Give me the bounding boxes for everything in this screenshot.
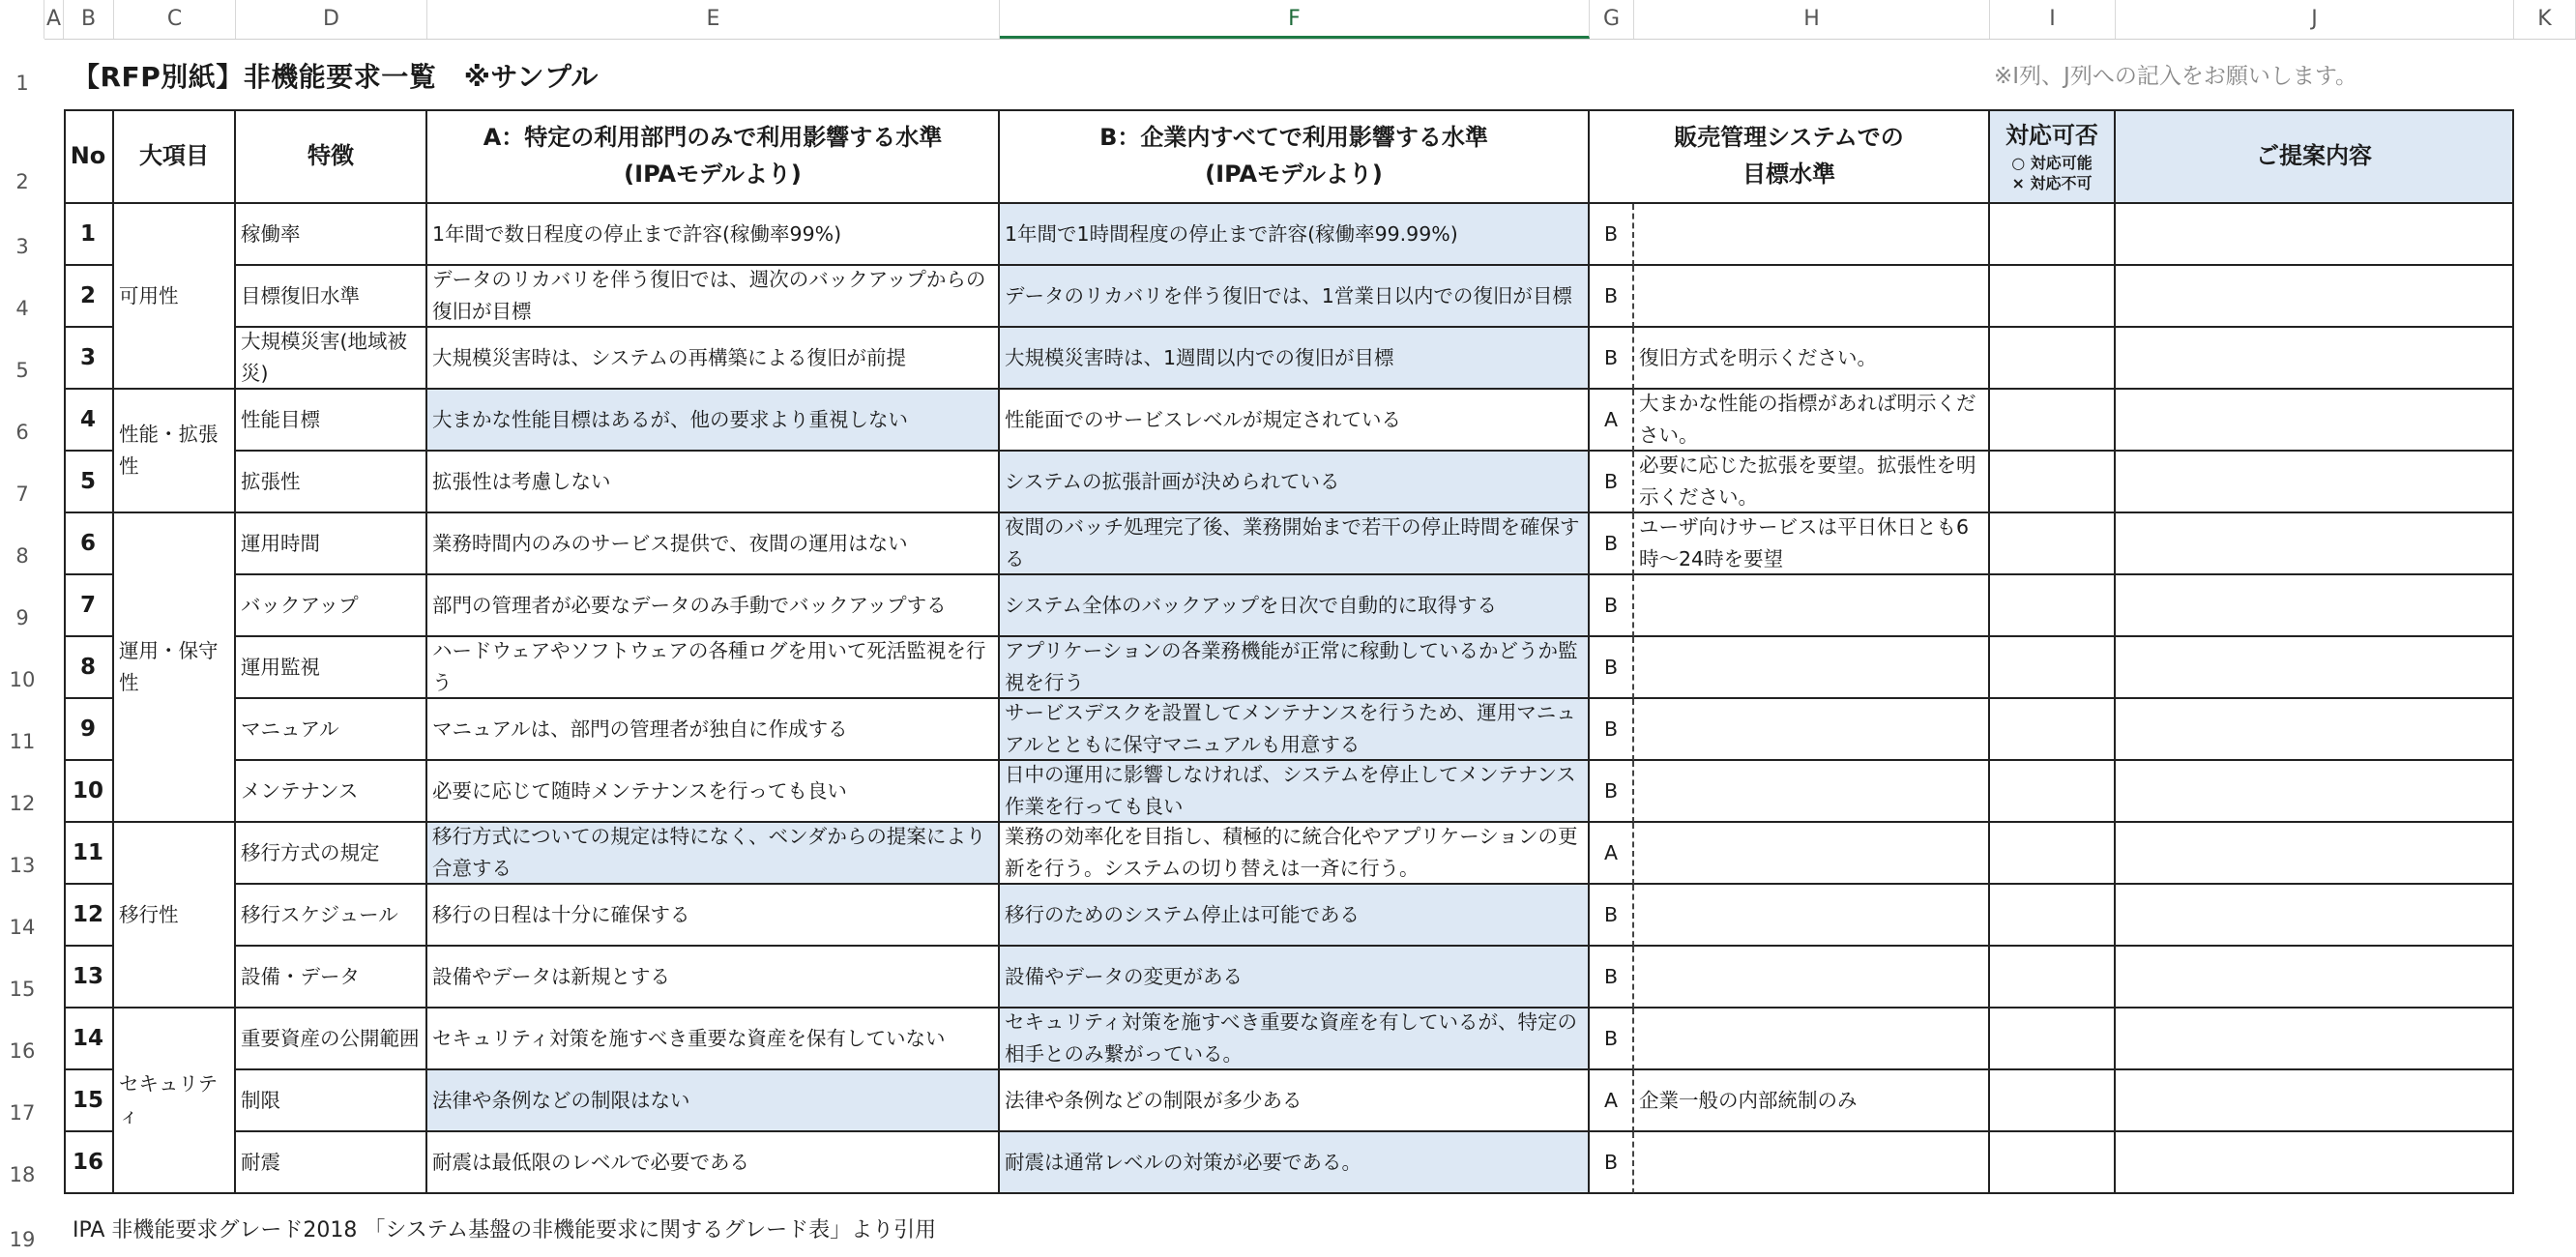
feature-cell[interactable]	[236, 266, 427, 328]
target-comment-cell[interactable]	[1634, 1132, 1990, 1194]
target-level-cell[interactable]	[1590, 204, 1634, 266]
feature-text: マニュアル	[241, 716, 339, 741]
row-header[interactable]: 19	[9, 1228, 36, 1251]
target-comment-cell[interactable]	[1634, 885, 1990, 947]
level-a-cell[interactable]	[427, 452, 1000, 513]
header-level-b-line1: B：企業内すべてで利用影響する水準	[1099, 123, 1488, 151]
level-a-text: 移行方式についての規定は特になく、ベンダからの提案により合意する	[432, 825, 986, 880]
support-input-cell[interactable]	[1990, 761, 2116, 823]
target-level-text: B	[1603, 902, 1619, 926]
feature-text: 稼働率	[241, 221, 301, 246]
level-a-text: データのリカバリを伴う復旧では、週次のバックアップからの復旧が目標	[432, 268, 986, 323]
target-level-text: B	[1603, 345, 1619, 369]
support-input-cell[interactable]	[1990, 575, 2116, 637]
row-no-cell[interactable]	[64, 1070, 114, 1132]
level-b-text: システムの拡張計画が決められている	[1005, 469, 1340, 493]
target-level-text: B	[1603, 1026, 1619, 1050]
proposal-input-cell[interactable]	[2116, 637, 2514, 699]
feature-text: 制限	[241, 1088, 280, 1112]
row-header[interactable]: 14	[9, 916, 36, 939]
level-b-text: 大規模災害時は、1週間以内での復旧が目標	[1005, 345, 1394, 369]
column-header-i[interactable]: I	[1990, 0, 2116, 39]
header-level-a-line2: (IPAモデルより)	[624, 161, 802, 188]
row-header[interactable]: 9	[15, 606, 29, 629]
level-b-text: データのリカバリを伴う復旧では、1営業日以内での復旧が目標	[1005, 283, 1572, 307]
level-a-text: 設備やデータは新規とする	[432, 964, 670, 988]
target-comment-text: 企業一般の内部統制のみ	[1639, 1088, 1858, 1112]
target-level-text: B	[1603, 1150, 1619, 1174]
target-comment-cell[interactable]	[1634, 823, 1990, 885]
feature-cell[interactable]	[236, 947, 427, 1009]
level-a-text: 大規模災害時は、システムの再構築による復旧が前提	[432, 345, 906, 369]
header-proposal[interactable]	[2116, 109, 2514, 204]
proposal-input-cell[interactable]	[2116, 1132, 2514, 1194]
feature-cell[interactable]	[236, 637, 427, 699]
sheet-title: 【RFP別紙】非機能要求一覧 ※サンプル	[73, 61, 599, 93]
level-b-cell[interactable]	[1000, 266, 1590, 328]
level-b-text: アプリケーションの各業務機能が正常に稼動しているかどうか監視を行う	[1005, 639, 1578, 694]
level-b-cell[interactable]	[1000, 947, 1590, 1009]
row-no-cell[interactable]	[64, 637, 114, 699]
category-cell[interactable]	[114, 1009, 236, 1194]
proposal-input-cell[interactable]	[2116, 266, 2514, 328]
level-b-cell[interactable]	[1000, 204, 1590, 266]
feature-text: 目標復旧水準	[241, 283, 360, 307]
target-comment-cell[interactable]	[1634, 513, 1990, 575]
level-a-cell[interactable]	[427, 575, 1000, 637]
target-level-text: A	[1603, 840, 1619, 864]
target-level-text: B	[1603, 531, 1619, 555]
support-input-cell[interactable]	[1990, 885, 2116, 947]
feature-cell[interactable]	[236, 885, 427, 947]
level-b-text: システム全体のバックアップを日次で自動的に取得する	[1005, 593, 1498, 617]
level-a-cell[interactable]	[427, 1070, 1000, 1132]
level-a-cell[interactable]	[427, 390, 1000, 452]
category-label: 運用・保守性	[119, 639, 219, 694]
level-a-cell[interactable]	[427, 885, 1000, 947]
level-b-cell[interactable]	[1000, 1132, 1590, 1194]
target-comment-cell[interactable]	[1634, 1009, 1990, 1070]
target-level-cell[interactable]	[1590, 328, 1634, 390]
level-a-cell[interactable]	[427, 1132, 1000, 1194]
feature-cell[interactable]	[236, 328, 427, 390]
header-target-line1: 販売管理システムでの	[1674, 123, 1904, 151]
row-header[interactable]: 15	[9, 978, 36, 1001]
target-level-text: B	[1603, 221, 1619, 246]
column-header-bar	[0, 0, 2576, 40]
target-level-cell[interactable]	[1590, 513, 1634, 575]
level-b-cell[interactable]	[1000, 699, 1590, 761]
row-header[interactable]: 7	[15, 482, 29, 506]
column-header-b[interactable]: B	[64, 0, 114, 39]
row-no-text: 5	[79, 468, 96, 494]
level-a-cell[interactable]	[427, 328, 1000, 390]
level-a-text: 大まかな性能目標はあるが、他の要求より重視しない	[432, 407, 908, 431]
row-no-cell[interactable]	[64, 328, 114, 390]
level-b-text: 夜間のバッチ処理完了後、業務開始まで若干の停止時間を確保する	[1005, 515, 1580, 570]
row-no-text: 6	[79, 530, 96, 556]
target-level-cell[interactable]	[1590, 637, 1634, 699]
column-header-e[interactable]: E	[427, 0, 1000, 39]
target-level-text: B	[1603, 283, 1619, 307]
header-support-yes: ○ 対応可能	[2011, 154, 2093, 173]
level-a-text: 必要に応じて随時メンテナンスを行っても良い	[432, 778, 847, 803]
target-comment-cell[interactable]	[1634, 328, 1990, 390]
level-a-text: セキュリティ対策を施すべき重要な資産を保有していない	[432, 1026, 946, 1050]
row-header[interactable]: 8	[15, 544, 29, 568]
column-header-g[interactable]: G	[1590, 0, 1634, 39]
row-header[interactable]: 10	[9, 668, 36, 691]
level-b-text: サービスデスクを設置してメンテナンスを行うため、運用マニュアルとともに保守マニュアルも用意する	[1005, 701, 1576, 756]
target-comment-text: 大まかな性能の指標があれば明示ください。	[1639, 392, 1976, 447]
header-no[interactable]	[64, 109, 114, 204]
feature-text: 移行方式の規定	[241, 840, 380, 864]
feature-text: 大規模災害(地域被災)	[241, 330, 407, 385]
target-comment-text: ユーザ向けサービスは平日休日とも6時〜24時を要望	[1639, 515, 1970, 570]
target-level-cell[interactable]	[1590, 575, 1634, 637]
level-a-text: 部門の管理者が必要なデータのみ手動でバックアップする	[432, 593, 947, 617]
row-no-text: 9	[79, 716, 96, 742]
level-a-cell[interactable]	[427, 947, 1000, 1009]
level-a-text: 移行の日程は十分に確保する	[432, 902, 690, 926]
input-instruction-note: ※I列、J列への記入をお願いします。	[1994, 64, 2357, 89]
feature-cell[interactable]	[236, 1009, 427, 1070]
level-a-text: 法律や条例などの制限はない	[432, 1088, 690, 1112]
level-b-cell[interactable]	[1000, 575, 1590, 637]
feature-text: バックアップ	[241, 593, 359, 617]
level-a-cell[interactable]	[427, 1009, 1000, 1070]
row-no-cell[interactable]	[64, 390, 114, 452]
level-b-text: 耐震は通常レベルの対策が必要である。	[1005, 1150, 1361, 1174]
row-header[interactable]: 4	[15, 297, 29, 320]
feature-text: 運用時間	[241, 531, 320, 555]
proposal-input-cell[interactable]	[2116, 204, 2514, 266]
header-feature[interactable]	[236, 109, 427, 204]
target-comment-cell[interactable]	[1634, 947, 1990, 1009]
target-comment-cell[interactable]	[1634, 699, 1990, 761]
target-level-text: B	[1603, 778, 1619, 803]
row-no-cell[interactable]	[64, 699, 114, 761]
row-no-cell[interactable]	[64, 1009, 114, 1070]
row-no-cell[interactable]	[64, 1132, 114, 1194]
feature-cell[interactable]	[236, 390, 427, 452]
column-header-j[interactable]: J	[2116, 0, 2514, 39]
level-b-text: セキュリティ対策を施すべき重要な資産を有しているが、特定の相手とのみ繋がっている。	[1005, 1010, 1578, 1066]
target-level-cell[interactable]	[1590, 761, 1634, 823]
row-no-cell[interactable]	[64, 885, 114, 947]
select-all-corner[interactable]	[0, 0, 44, 39]
support-input-cell[interactable]	[1990, 204, 2116, 266]
header-category-label: 大項目	[139, 141, 209, 169]
row-header[interactable]: 1	[15, 72, 29, 95]
feature-cell[interactable]	[236, 761, 427, 823]
header-proposal-label: ご提案内容	[2256, 141, 2372, 169]
proposal-input-cell[interactable]	[2116, 328, 2514, 390]
row-no-cell[interactable]	[64, 761, 114, 823]
support-input-cell[interactable]	[1990, 947, 2116, 1009]
row-header-bar	[0, 39, 44, 1257]
feature-cell[interactable]	[236, 452, 427, 513]
target-level-cell[interactable]	[1590, 266, 1634, 328]
support-input-cell[interactable]	[1990, 1070, 2116, 1132]
header-category[interactable]	[114, 109, 236, 204]
row-header[interactable]: 12	[9, 792, 36, 815]
target-level-text: B	[1603, 593, 1619, 617]
column-header-a[interactable]: A	[44, 0, 64, 39]
row-no-text: 16	[72, 1149, 103, 1175]
header-support-label: 対応可否	[2005, 122, 2098, 149]
support-input-cell[interactable]	[1990, 823, 2116, 885]
level-a-cell[interactable]	[427, 513, 1000, 575]
target-level-cell[interactable]	[1590, 1009, 1634, 1070]
row-no-text: 8	[79, 654, 96, 680]
feature-cell[interactable]	[236, 1070, 427, 1132]
feature-cell[interactable]	[236, 575, 427, 637]
column-header-c[interactable]: C	[114, 0, 236, 39]
level-a-text: 1年間で数日程度の停止まで許容(稼働率99%)	[432, 221, 842, 246]
target-comment-text: 必要に応じた拡張を要望。拡張性を明示ください。	[1639, 453, 1976, 509]
row-header[interactable]: 11	[9, 730, 36, 753]
row-no-text: 3	[79, 344, 96, 370]
level-a-cell[interactable]	[427, 761, 1000, 823]
row-no-cell[interactable]	[64, 266, 114, 328]
level-a-cell[interactable]	[427, 699, 1000, 761]
target-level-cell[interactable]	[1590, 1070, 1634, 1132]
support-input-cell[interactable]	[1990, 266, 2116, 328]
row-no-cell[interactable]	[64, 575, 114, 637]
target-level-cell[interactable]	[1590, 452, 1634, 513]
support-input-cell[interactable]	[1990, 390, 2116, 452]
target-level-cell[interactable]	[1590, 885, 1634, 947]
row-no-text: 13	[72, 963, 103, 989]
level-a-text: 耐震は最低限のレベルで必要である	[432, 1150, 749, 1174]
target-level-text: B	[1603, 655, 1619, 679]
target-level-text: B	[1603, 964, 1619, 988]
support-input-cell[interactable]	[1990, 513, 2116, 575]
row-header[interactable]: 5	[15, 359, 29, 382]
proposal-input-cell[interactable]	[2116, 947, 2514, 1009]
feature-cell[interactable]	[236, 823, 427, 885]
target-comment-cell[interactable]	[1634, 1070, 1990, 1132]
target-level-cell[interactable]	[1590, 390, 1634, 452]
support-input-cell[interactable]	[1990, 452, 2116, 513]
row-header[interactable]: 17	[9, 1101, 36, 1125]
support-input-cell[interactable]	[1990, 637, 2116, 699]
category-label: 可用性	[119, 283, 179, 307]
level-b-cell[interactable]	[1000, 328, 1590, 390]
proposal-input-cell[interactable]	[2116, 1009, 2514, 1070]
level-b-text: 日中の運用に影響しなければ、システムを停止してメンテナンス作業を行っても良い	[1005, 763, 1576, 818]
level-b-text: 1年間で1時間程度の停止まで許容(稼働率99.99%)	[1005, 221, 1458, 246]
header-level-b-line2: (IPAモデルより)	[1205, 161, 1383, 188]
row-header[interactable]: 13	[9, 854, 36, 877]
target-comment-cell[interactable]	[1634, 761, 1990, 823]
column-header-d[interactable]: D	[236, 0, 427, 39]
category-cell[interactable]	[114, 823, 236, 1009]
feature-text: 移行スケジュール	[241, 902, 398, 926]
target-comment-cell[interactable]	[1634, 575, 1990, 637]
source-footnote: IPA 非機能要求グレード2018 「システム基盤の非機能要求に関するグレード表」より引用	[73, 1218, 937, 1242]
row-header[interactable]: 2	[15, 170, 29, 193]
target-comment-cell[interactable]	[1634, 452, 1990, 513]
level-a-text: 業務時間内のみのサービス提供で、夜間の運用はない	[432, 531, 908, 555]
category-cell[interactable]	[114, 513, 236, 823]
level-b-cell[interactable]	[1000, 452, 1590, 513]
proposal-input-cell[interactable]	[2116, 885, 2514, 947]
row-no-text: 15	[72, 1087, 103, 1113]
target-comment-cell[interactable]	[1634, 637, 1990, 699]
level-b-cell[interactable]	[1000, 637, 1590, 699]
category-label: 性能・拡張性	[119, 423, 219, 478]
target-level-text: A	[1603, 1088, 1619, 1112]
level-b-text: 移行のためのシステム停止は可能である	[1005, 902, 1360, 926]
header-target-line2: 目標水準	[1742, 161, 1835, 188]
target-comment-text: 復旧方式を明示ください。	[1639, 345, 1877, 369]
row-no-text: 14	[72, 1025, 103, 1051]
category-label: 移行性	[119, 902, 179, 926]
row-no-text: 2	[79, 282, 96, 308]
row-no-text: 10	[72, 777, 103, 804]
feature-cell[interactable]	[236, 513, 427, 575]
target-level-cell[interactable]	[1590, 1132, 1634, 1194]
header-support-no: × 対応不可	[2011, 174, 2093, 193]
target-comment-cell[interactable]	[1634, 266, 1990, 328]
row-no-cell[interactable]	[64, 823, 114, 885]
level-a-text: マニュアルは、部門の管理者が独自に作成する	[432, 716, 848, 741]
proposal-input-cell[interactable]	[2116, 761, 2514, 823]
level-b-text: 業務の効率化を目指し、積極的に統合化やアプリケーションの更新を行う。システムの切り替えは一斉に行う。	[1005, 825, 1578, 880]
support-input-cell[interactable]	[1990, 328, 2116, 390]
proposal-input-cell[interactable]	[2116, 513, 2514, 575]
support-input-cell[interactable]	[1990, 699, 2116, 761]
level-b-cell[interactable]	[1000, 823, 1590, 885]
level-b-cell[interactable]	[1000, 1070, 1590, 1132]
proposal-input-cell[interactable]	[2116, 390, 2514, 452]
row-header[interactable]: 6	[15, 421, 29, 444]
level-b-cell[interactable]	[1000, 513, 1590, 575]
level-b-cell[interactable]	[1000, 1009, 1590, 1070]
row-no-cell[interactable]	[64, 513, 114, 575]
target-comment-cell[interactable]	[1634, 204, 1990, 266]
level-a-text: 拡張性は考慮しない	[432, 469, 611, 493]
row-no-cell[interactable]	[64, 204, 114, 266]
row-header[interactable]: 18	[9, 1163, 36, 1186]
row-no-text: 1	[79, 220, 96, 247]
level-b-text: 性能面でのサービスレベルが規定されている	[1005, 407, 1401, 431]
row-no-text: 7	[79, 592, 96, 618]
column-header-f[interactable]: F	[1000, 0, 1590, 39]
header-level-b[interactable]	[1000, 109, 1590, 204]
level-b-text: 法律や条例などの制限が多少ある	[1005, 1088, 1303, 1112]
target-level-text: B	[1603, 469, 1619, 493]
feature-text: 設備・データ	[241, 964, 360, 988]
row-header[interactable]: 16	[9, 1039, 36, 1063]
column-header-k[interactable]: K	[2514, 0, 2576, 39]
header-level-a[interactable]	[427, 109, 1000, 204]
proposal-input-cell[interactable]	[2116, 575, 2514, 637]
feature-text: 運用監視	[241, 655, 320, 679]
proposal-input-cell[interactable]	[2116, 452, 2514, 513]
row-no-text: 4	[79, 406, 96, 432]
row-no-cell[interactable]	[64, 947, 114, 1009]
feature-cell[interactable]	[236, 204, 427, 266]
feature-text: 拡張性	[241, 469, 301, 493]
feature-text: 性能目標	[241, 407, 320, 431]
proposal-input-cell[interactable]	[2116, 823, 2514, 885]
column-header-h[interactable]: H	[1634, 0, 1990, 39]
row-no-text: 12	[72, 901, 103, 927]
feature-text: メンテナンス	[241, 778, 359, 803]
proposal-input-cell[interactable]	[2116, 1070, 2514, 1132]
level-b-text: 設備やデータの変更がある	[1005, 964, 1243, 988]
level-b-cell[interactable]	[1000, 390, 1590, 452]
level-b-cell[interactable]	[1000, 885, 1590, 947]
target-level-text: B	[1603, 716, 1619, 741]
level-a-cell[interactable]	[427, 823, 1000, 885]
feature-text: 耐震	[241, 1150, 280, 1174]
header-feature-label: 特徴	[307, 141, 354, 169]
target-level-cell[interactable]	[1590, 947, 1634, 1009]
level-a-text: ハードウェアやソフトウェアの各種ログを用いて死活監視を行う	[432, 639, 986, 694]
target-comment-cell[interactable]	[1634, 390, 1990, 452]
row-no-text: 11	[72, 839, 103, 865]
row-header[interactable]: 3	[15, 235, 29, 258]
category-label: セキュリティ	[119, 1072, 219, 1127]
proposal-input-cell[interactable]	[2116, 699, 2514, 761]
level-a-cell[interactable]	[427, 204, 1000, 266]
header-level-a-line1: A：特定の利用部門のみで利用影響する水準	[483, 123, 943, 151]
level-a-cell[interactable]	[427, 637, 1000, 699]
category-cell[interactable]	[114, 204, 236, 390]
header-no-label: No	[70, 141, 106, 169]
level-b-cell[interactable]	[1000, 761, 1590, 823]
feature-cell[interactable]	[236, 699, 427, 761]
target-level-cell[interactable]	[1590, 823, 1634, 885]
row-no-cell[interactable]	[64, 452, 114, 513]
target-level-text: A	[1603, 407, 1619, 431]
support-input-cell[interactable]	[1990, 1132, 2116, 1194]
feature-text: 重要資産の公開範囲	[241, 1026, 420, 1050]
support-input-cell[interactable]	[1990, 1009, 2116, 1070]
target-level-cell[interactable]	[1590, 699, 1634, 761]
feature-cell[interactable]	[236, 1132, 427, 1194]
level-a-cell[interactable]	[427, 266, 1000, 328]
header-target-level[interactable]	[1590, 109, 1990, 204]
header-support[interactable]	[1990, 109, 2116, 204]
category-cell[interactable]	[114, 390, 236, 513]
